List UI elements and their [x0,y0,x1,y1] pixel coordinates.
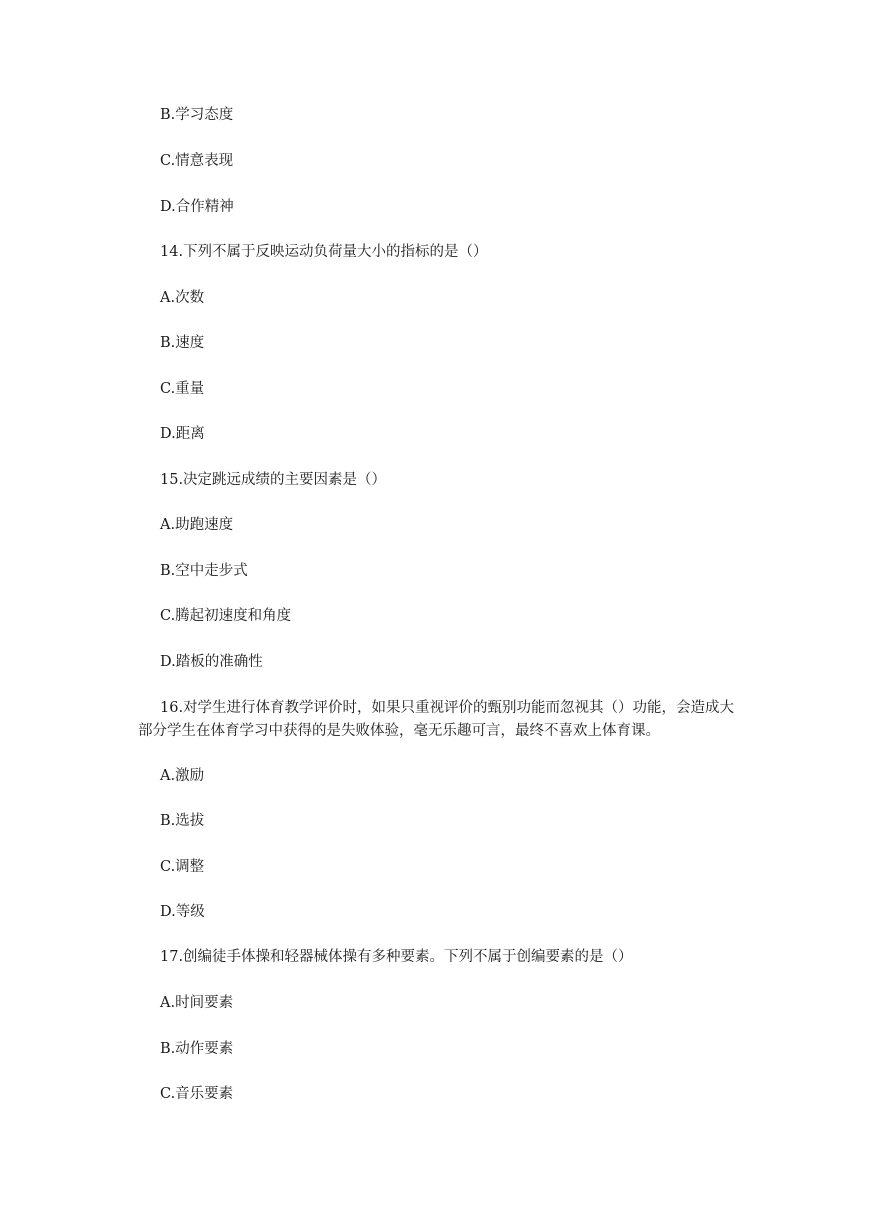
option-15d: D.踏板的准确性 [160,654,263,670]
option-17c: C.音乐要素 [160,1086,234,1102]
option-15b: B.空中走步式 [160,563,248,579]
option-13b: B.学习态度 [160,107,234,123]
option-16d: D.等级 [160,904,205,920]
option-17b: B.动作要素 [160,1041,234,1057]
question-17: 17.创编徒手体操和轻器械体操有多种要素。下列不属于创编要素的是（） [160,949,633,965]
option-16b: B.选拔 [160,813,205,829]
option-13d: D.合作精神 [160,199,234,215]
option-16c: C.调整 [160,859,205,875]
option-14d: D.距离 [160,426,205,442]
question-16: 16.对学生进行体育教学评价时，如果只重视评价的甄别功能而忽视其（）功能，会造成大部分学生在体育学习中获得的是失败体验，毫无乐趣可言，最终不喜欢上体育课。 [138,700,735,739]
option-14b: B.速度 [160,335,205,351]
option-16a: A.激励 [160,768,205,784]
option-15c: C.腾起初速度和角度 [160,608,292,624]
option-14c: C.重量 [160,381,205,397]
option-14a: A.次数 [160,290,205,306]
question-15: 15.决定跳远成绩的主要因素是（） [160,472,387,488]
option-15a: A.助跑速度 [160,517,234,533]
option-13c: C.情意表现 [160,153,234,169]
question-14: 14.下列不属于反映运动负荷量大小的指标的是（） [160,244,488,260]
option-17a: A.时间要素 [160,995,234,1011]
